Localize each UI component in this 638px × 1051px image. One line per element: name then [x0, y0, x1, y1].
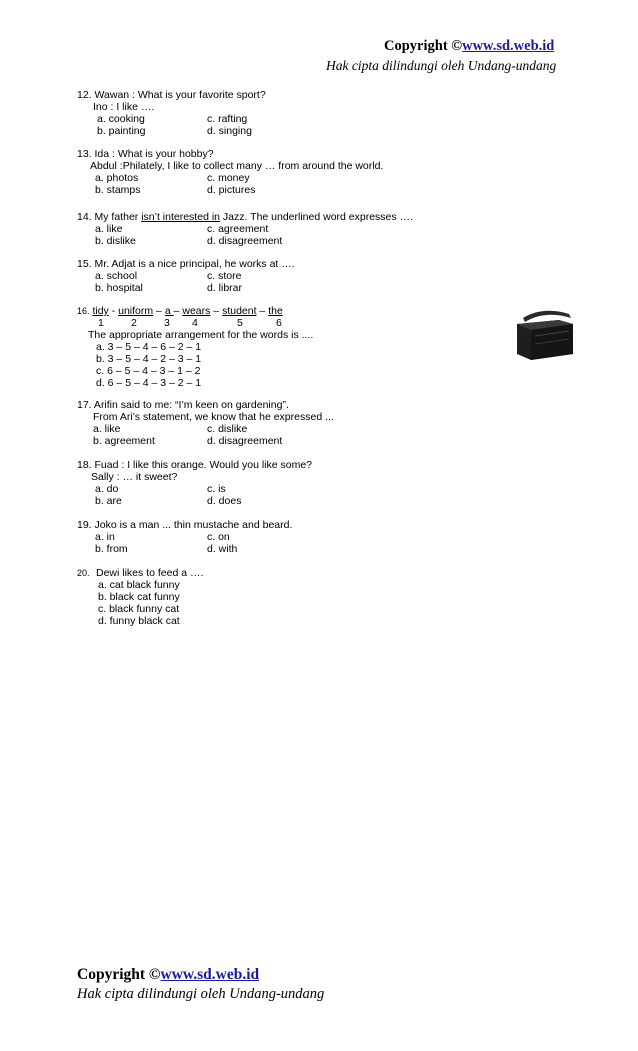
q16-sep: –	[153, 305, 165, 317]
q20-option-c: c. black funny cat	[98, 603, 180, 615]
q16-word-3: a	[164, 305, 174, 317]
q16-index-3: 3	[164, 317, 170, 329]
footer-copyright-link[interactable]: www.sd.web.id	[160, 966, 260, 983]
footer-copyright-prefix: Copyright ©	[77, 966, 161, 983]
q14-option-b: b. dislike	[95, 235, 136, 247]
q20-stem: Dewi likes to feed a ….	[96, 567, 204, 579]
q18-option-d: d. does	[207, 495, 242, 507]
q17-line1: 17. Arifin said to me: “I’m keen on gardening”.	[77, 399, 289, 411]
q16-option-d: d. 6 – 5 – 4 – 3 – 2 – 1	[96, 377, 202, 389]
q16-index-2: 2	[131, 317, 137, 329]
q16-sep: –	[173, 305, 183, 317]
q17-line2: From Ari’s statement, we know that he expressed ...	[93, 411, 334, 423]
header-copyright-link[interactable]: www.sd.web.id	[462, 38, 555, 54]
q13-option-b: b. stamps	[95, 184, 141, 196]
q16-word-6: the	[268, 305, 283, 317]
footer-copyright	[77, 966, 259, 984]
q12-line1: 12. Wawan : What is your favorite sport?	[77, 89, 266, 101]
q14-option-c: c. agreement	[207, 223, 269, 235]
q16-index-6: 6	[276, 317, 282, 329]
q14-stem	[77, 211, 413, 223]
q16-option-a: a. 3 – 5 – 4 – 6 – 2 – 1	[96, 341, 202, 353]
q12-option-c: c. rafting	[207, 113, 248, 125]
header-subtitle: Hak cipta dilindungi oleh Undang-undang	[326, 58, 557, 73]
q16-index-5: 5	[237, 317, 243, 329]
q16-word-4: wears	[182, 305, 211, 317]
q18-line1: 18. Fuad : I like this orange. Would you like some?	[77, 459, 313, 471]
q13-line2: Abdul :Philately, I like to collect many … from around the world.	[90, 160, 384, 172]
q17-option-b: b. agreement	[93, 435, 155, 447]
q15-option-d: d. librar	[207, 282, 243, 294]
q15-option-c: c. store	[207, 270, 242, 282]
q14-stem-pre: 14. My father	[77, 211, 142, 223]
q19-option-c: c. on	[207, 531, 230, 543]
q18-line2: Sally : … it sweet?	[91, 471, 178, 483]
q19-option-d: d. with	[207, 543, 238, 555]
q16-sep: -	[108, 305, 119, 317]
q16-words	[77, 305, 283, 317]
header-copyright	[384, 38, 554, 55]
q15-line1: 15. Mr. Adjat is a nice principal, he works at ….	[77, 258, 295, 270]
q12-option-d: d. singing	[207, 125, 252, 137]
q14-option-a: a. like	[95, 223, 123, 235]
q16-index-1: 1	[98, 317, 104, 329]
q14-option-d: d. disagreement	[207, 235, 283, 247]
q17-option-c: c. dislike	[207, 423, 248, 435]
q13-option-a: a. photos	[95, 172, 139, 184]
q18-option-c: c. is	[207, 483, 226, 495]
q16-word-2: uniform	[118, 305, 154, 317]
q18-option-b: b. are	[95, 495, 122, 507]
q18-option-a: a. do	[95, 483, 119, 495]
footer-subtitle: Hak cipta dilindungi oleh Undang-undang	[77, 986, 325, 1002]
q16-option-c: c. 6 – 5 – 4 – 3 – 1 – 2	[96, 365, 201, 377]
q13-option-d: d. pictures	[207, 184, 256, 196]
q12-line2: Ino : I like ….	[93, 101, 155, 113]
q16-word-5: student	[222, 305, 257, 317]
bag-image	[513, 304, 577, 362]
q12-option-b: b. painting	[97, 125, 146, 137]
q16-option-b: b. 3 – 5 – 4 – 2 – 3 – 1	[96, 353, 202, 365]
q15-option-a: a. school	[95, 270, 138, 282]
q19-option-b: b. from	[95, 543, 128, 555]
q19-option-a: a. in	[95, 531, 115, 543]
q14-stem-post: Jazz. The underlined word expresses ….	[220, 211, 413, 223]
q19-line1: 19. Joko is a man ... thin mustache and beard.	[77, 519, 293, 531]
q16-sep: –	[256, 305, 269, 317]
q17-option-a: a. like	[93, 423, 121, 435]
q20-option-b: b. black cat funny	[98, 591, 180, 603]
q20-number: 20.	[77, 568, 90, 578]
q16-index-4: 4	[192, 317, 198, 329]
q14-underlined: isn’t interested in	[141, 211, 220, 223]
q16-number: 16.	[77, 306, 90, 316]
q13-line1: 13. Ida : What is your hobby?	[77, 148, 214, 160]
q13-option-c: c. money	[207, 172, 250, 184]
q16-sep: –	[210, 305, 223, 317]
q20-option-a: a. cat black funny	[98, 579, 180, 591]
q16-word-1: tidy	[92, 305, 109, 317]
q12-option-a: a. cooking	[97, 113, 145, 125]
q16-stem: The appropriate arrangement for the words is ....	[88, 329, 314, 341]
q17-option-d: d. disagreement	[207, 435, 283, 447]
header-copyright-prefix: Copyright ©	[384, 38, 463, 54]
q15-option-b: b. hospital	[95, 282, 143, 294]
q20-option-d: d. funny black cat	[98, 615, 180, 627]
